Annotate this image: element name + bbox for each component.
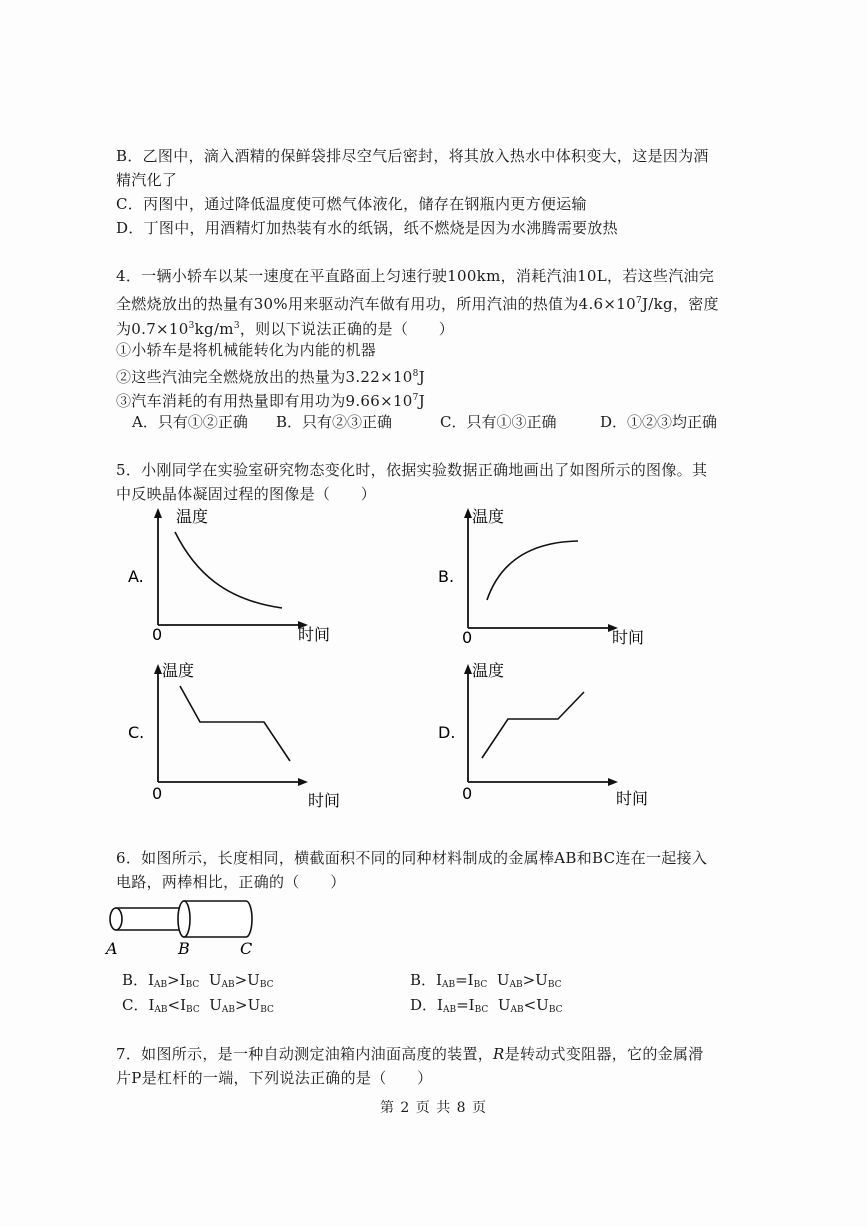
q5-graph-c[interactable] bbox=[110, 656, 350, 811]
q6-option-2[interactable]: B．$I_{AB}=I_{BC}$ $U_{AB}>U_{BC}$ bbox=[410, 971, 562, 990]
rod-label-a: A bbox=[106, 939, 118, 958]
q3-option-d: D．丁图中，用酒精灯加热装有水的纸锅，纸不燃烧是因为水沸腾需要放热 bbox=[116, 219, 618, 237]
graph-c-x-arrow bbox=[298, 778, 308, 786]
graph-d-y-label: 温度 bbox=[472, 661, 505, 680]
rod-label-c: C bbox=[240, 939, 253, 958]
graph-a-label: A. bbox=[128, 567, 144, 586]
graph-c-origin: 0 bbox=[152, 784, 163, 803]
rod-bc bbox=[184, 901, 252, 937]
graph-c-y-arrow bbox=[154, 664, 162, 674]
graph-b-x-label: 时间 bbox=[612, 628, 645, 647]
rod-label-b: B bbox=[178, 939, 190, 958]
q6-stem-line1: 6．如图所示，长度相同，横截面积不同的同种材料制成的金属棒AB和BC连在一起接入 bbox=[116, 849, 708, 867]
graph-a-curve bbox=[175, 532, 282, 608]
q4-option-c[interactable]: C．只有①③正确 bbox=[440, 413, 557, 431]
page-footer: 第 2 页 共 8 页 bbox=[379, 1100, 488, 1116]
graph-c-x-label: 时间 bbox=[308, 791, 341, 810]
graph-b-y-label: 温度 bbox=[472, 507, 505, 526]
q4-statement-2: ②这些汽油完全燃烧放出的热量为$3.22\times 10^8J$ bbox=[116, 368, 426, 386]
q5-stem-line2: 中反映晶体凝固过程的图像是（ ） bbox=[116, 485, 377, 503]
q3-option-c: C．丙图中，通过降低温度使可燃气体液化，储存在钢瓶内更方便运输 bbox=[116, 195, 587, 213]
q3-option-b-line1: B．乙图中，滴入酒精的保鲜袋排尽空气后密封，将其放入热水中体积变大，这是因为酒 bbox=[116, 147, 709, 165]
q7-stem-line2: 片P是杠杆的一端，下列说法正确的是（ ） bbox=[116, 1069, 433, 1087]
q4-statement-1: ①小轿车是将机械能转化为内能的机器 bbox=[116, 341, 377, 359]
graph-a-y-label: 温度 bbox=[176, 507, 209, 526]
q4-stem-line2: 全燃烧放出的热量有30%用来驱动汽车做有用功，所用汽油的热值为$4.6\times 10^7J/kg$，密度 bbox=[116, 295, 719, 313]
rod-ab-end bbox=[110, 908, 122, 930]
q4-stem-line1: 4．一辆小轿车以某一速度在平直路面上匀速行驶100km，消耗汽油10L，若这些汽油完 bbox=[116, 267, 715, 285]
graph-b-y-arrow bbox=[464, 508, 472, 518]
q5-graph-a[interactable] bbox=[110, 500, 350, 650]
q6-option-3[interactable]: C．$I_{AB}<I_{BC}$ $U_{AB}>U_{BC}$ bbox=[122, 996, 274, 1015]
graph-b-curve bbox=[487, 541, 578, 600]
graph-a-origin: 0 bbox=[152, 625, 163, 644]
graph-a-y-arrow bbox=[154, 508, 162, 518]
rod-ab bbox=[116, 908, 184, 930]
q4-option-a[interactable]: A．只有①②正确 bbox=[132, 413, 248, 431]
q5-graph-d[interactable] bbox=[420, 656, 660, 811]
graph-d-curve bbox=[482, 692, 584, 758]
q6-option-1[interactable]: B．$I_{AB}>I_{BC}$ $U_{AB}>U_{BC}$ bbox=[122, 971, 274, 990]
graph-d-x-label: 时间 bbox=[616, 789, 649, 808]
q5-stem-line1: 5．小刚同学在实验室研究物态变化时，依据实验数据正确地画出了如图所示的图像。其 bbox=[116, 461, 708, 479]
graph-b-label: B. bbox=[438, 567, 455, 586]
q5-graph-b[interactable] bbox=[420, 500, 660, 650]
q4-statement-3: ③汽车消耗的有用热量即有用功为$9.66\times 10^7J$ bbox=[116, 392, 426, 410]
graph-c-curve bbox=[180, 686, 290, 761]
q4-stem-line3: 为$0.7\times 10^3kg/m^3$，则以下说法正确的是（ ） bbox=[116, 320, 455, 338]
rod-bc-joint bbox=[178, 901, 190, 937]
graph-d-origin: 0 bbox=[462, 784, 473, 803]
q7-stem-line1: 7．如图所示，是一种自动测定油箱内油面高度的装置，R是转动式变阻器，它的金属滑 bbox=[116, 1045, 704, 1063]
q6-option-4[interactable]: D．$I_{AB}=I_{BC}$ $U_{AB}<U_{BC}$ bbox=[410, 996, 563, 1015]
q3-option-b-line2: 精汽化了 bbox=[116, 171, 178, 189]
graph-c-label: C. bbox=[128, 723, 145, 742]
graph-d-label: D. bbox=[438, 723, 456, 742]
graph-d-y-arrow bbox=[464, 664, 472, 674]
graph-c-y-label: 温度 bbox=[162, 661, 195, 680]
q6-stem-line2: 电路，两棒相比，正确的（ ） bbox=[116, 873, 346, 891]
q4-option-b[interactable]: B．只有②③正确 bbox=[276, 413, 393, 431]
q6-metal-rods-figure bbox=[100, 892, 270, 960]
graph-b-origin: 0 bbox=[462, 628, 473, 647]
q4-option-d[interactable]: D．①②③均正确 bbox=[600, 413, 718, 431]
graph-a-x-label: 时间 bbox=[298, 625, 331, 644]
graph-d-x-arrow bbox=[608, 778, 618, 786]
